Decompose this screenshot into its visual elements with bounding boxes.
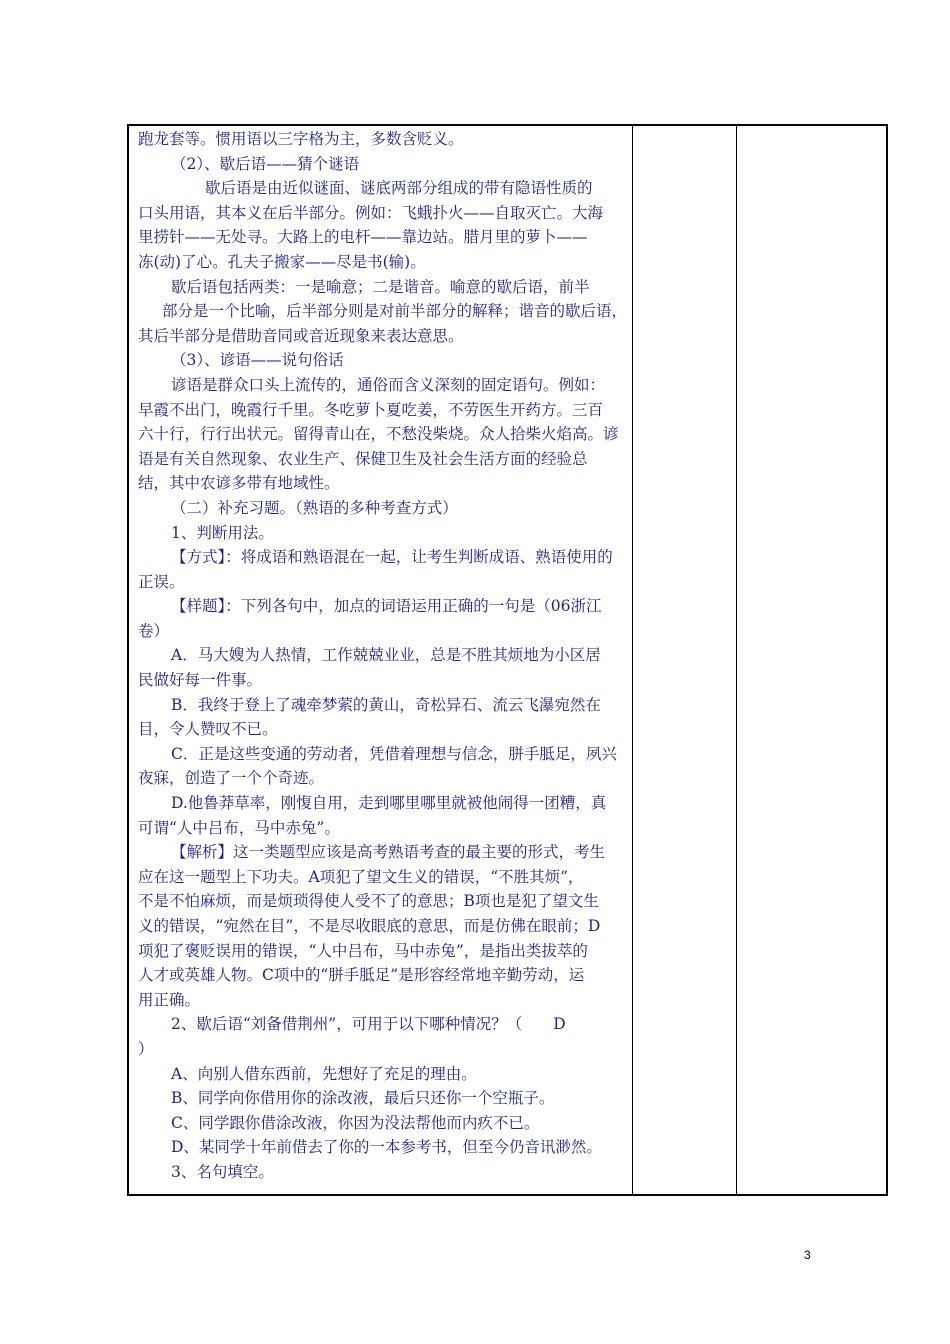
text-line: 跑龙套等。惯用语以三字格为主，多数含贬义。: [138, 130, 464, 148]
text-line: B．我终于登上了魂牵梦萦的黄山，奇松异石、流云飞瀑宛然在: [171, 695, 601, 714]
page-number: 3: [804, 1248, 811, 1262]
text-line: 歇后语是由近似谜面、谜底两部分组成的带有隐语性质的: [205, 179, 593, 198]
text-line: （二）补充习题。（熟语的多种考查方式）: [171, 498, 458, 517]
text-line: 卷）: [138, 621, 170, 640]
column-divider-2: [736, 126, 737, 1194]
text-line: 【样题】：下列各句中，加点的词语运用正确的一句是（06浙江: [171, 597, 602, 616]
main-text-cell: [138, 127, 628, 1185]
text-line: 项犯了褒贬误用的错误，“人中吕布，马中赤兔”，是指出类拔萃的: [138, 941, 588, 960]
text-line: （2）、歇后语——猜个谜语: [171, 154, 360, 173]
text-line: C．正是这些变通的劳动者，凭借着理想与信念，胼手胝足，夙兴: [171, 744, 617, 763]
text-line: 人才或英雄人物。C项中的“胼手胝足”是形容经常地辛勤劳动，运: [138, 966, 585, 985]
content-table: [127, 124, 888, 1196]
text-line: 民做好每一件事。: [138, 671, 263, 690]
text-line: 不是不怕麻烦，而是烦琐得使人受不了的意思；B项也是犯了望文生: [138, 892, 599, 911]
text-line: 六十行，行行出状元。留得青山在，不愁没柴烧。众人拾柴火焰高。谚: [138, 425, 619, 444]
text-line: 2、歇后语“刘备借荆州”，可用于以下哪种情况？（ D: [171, 1015, 566, 1034]
column-divider-1: [632, 126, 633, 1194]
text-line: 可谓“人中吕布，马中赤兔”。: [138, 818, 340, 837]
text-line: 语是有关自然现象、农业生产、保健卫生及社会生活方面的经验总: [138, 449, 588, 468]
text-line: 其后半部分是借助音同或音近现象来表达意思。: [138, 326, 464, 345]
text-line: 口头用语，其本义在后半部分。例如：飞蛾扑火——自取灭亡。大海: [138, 203, 604, 222]
text-line: 3、名句填空。: [171, 1162, 274, 1181]
text-line: 正误。: [138, 572, 185, 591]
text-line: 歇后语包括两类：一是喻意；二是谐音。喻意的歇后语，前半: [171, 277, 590, 296]
text-line: 冻(动)了心。孔夫子搬家——尽是书(输)。: [138, 252, 426, 271]
text-line: A、向别人借东西前，先想好了充足的理由。: [171, 1064, 477, 1083]
text-line: （3）、谚语——说句俗话: [171, 351, 344, 370]
text-line: 里捞针——无处寻。大路上的电杆——靠边站。腊月里的萝卜——: [138, 228, 588, 247]
text-line: 1、判断用法。: [171, 523, 274, 542]
text-line: D.他鲁莽草率，刚愎自用，走到哪里哪里就被他闹得一团糟，真: [171, 794, 607, 813]
text-line: 结，其中农谚多带有地域性。: [138, 474, 340, 493]
text-line: 用正确。: [138, 990, 201, 1009]
text-line: 义的错误，“宛然在目”，不是尽收眼底的意思，而是仿佛在眼前；D: [138, 917, 601, 935]
text-line: C、同学跟你借涂改液，你因为没法帮他而内疚不已。: [171, 1113, 540, 1132]
text-line: 【方式】：将成语和熟语混在一起，让考生判断成语、熟语使用的: [171, 548, 613, 567]
text-line: 部分是一个比喻，后半部分则是对前半部分的解释；谐音的歇后语，: [162, 302, 628, 321]
text-line: B、同学向你借用你的涂改液，最后只还你一个空瓶子。: [171, 1089, 555, 1108]
text-line: 谚语是群众口头上流传的，通俗而含义深刻的固定语句。例如：: [171, 375, 606, 394]
text-line: 早霞不出门，晚霞行千里。冬吃萝卜夏吃姜，不劳医生开药方。三百: [138, 400, 604, 419]
text-line: 夜寐，创造了一个个奇迹。: [138, 769, 325, 788]
text-line: 【解析】这一类题型应该是高考熟语考查的最主要的形式，考生: [171, 843, 606, 862]
text-line: ）: [138, 1039, 154, 1058]
text-line: D、某同学十年前借去了你的一本参考书，但至今仍音讯渺然。: [171, 1138, 602, 1157]
text-line: 应在这一题型上下功夫。A项犯了望文生义的错误，“不胜其烦”，: [138, 867, 584, 886]
text-line: 目，令人赞叹不已。: [138, 720, 278, 739]
text-line: A．马大嫂为人热情，工作兢兢业业，总是不胜其烦地为小区居: [171, 646, 601, 665]
